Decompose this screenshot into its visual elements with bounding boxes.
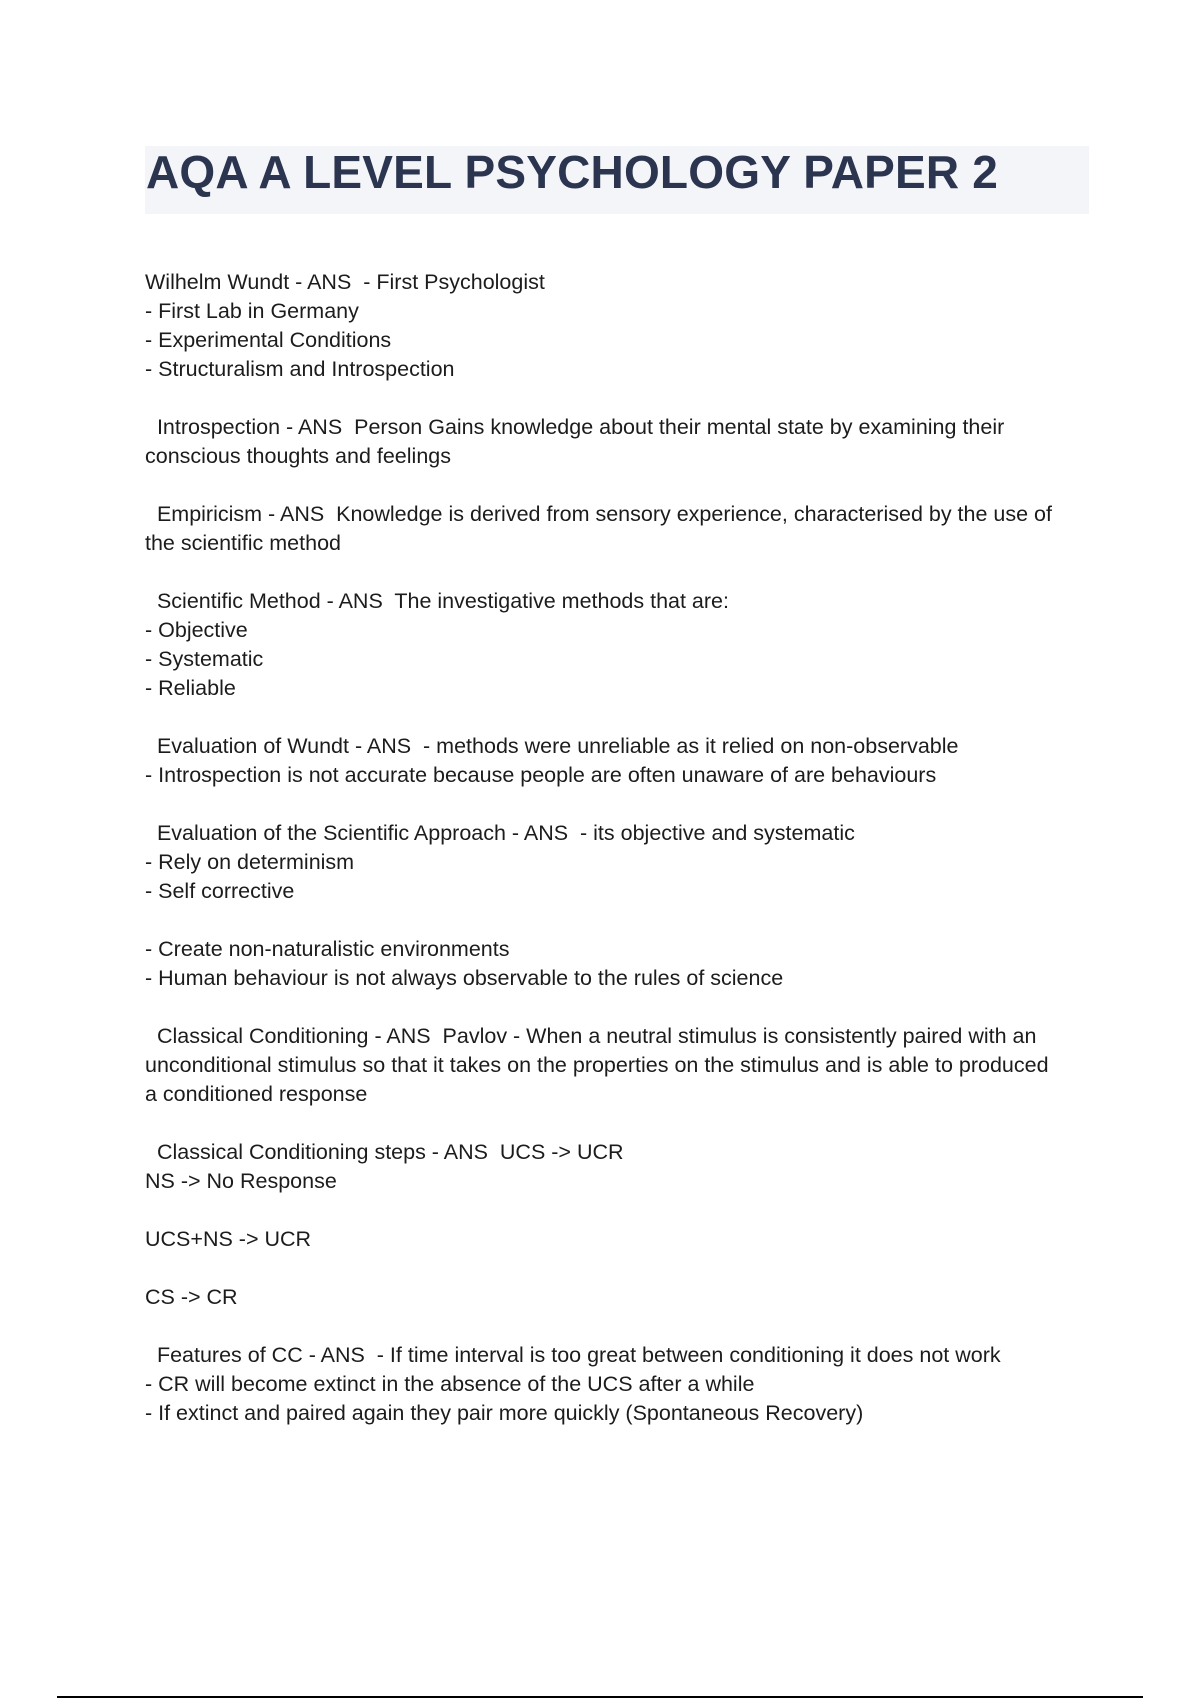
text-line: - Create non-naturalistic environments <box>145 937 510 961</box>
text-line: - Introspection is not accurate because people are often unaware of are behaviours <box>145 763 937 787</box>
text-line: - Reliable <box>145 676 236 700</box>
text-line: - Systematic <box>145 647 264 671</box>
text-line: Scientific Method - ANS The investigative methods that are: <box>145 589 729 613</box>
text-line: Classical Conditioning steps - ANS UCS -> UCR <box>145 1140 624 1164</box>
blank-line <box>145 790 1090 819</box>
text-line: - Structuralism and Introspection <box>145 357 455 381</box>
blank-line <box>145 993 1090 1022</box>
page-bottom-divider <box>57 1696 1143 1698</box>
text-line: unconditional stimulus so that it takes on the properties on the stimulus and is able to produced <box>145 1053 1049 1077</box>
text-line: UCS+NS -> UCR <box>145 1227 312 1251</box>
document-title: AQA A LEVEL PSYCHOLOGY PAPER 2 <box>146 146 999 198</box>
text-line: conscious thoughts and feelings <box>145 444 451 468</box>
blank-line <box>145 1254 1090 1283</box>
text-line: - First Lab in Germany <box>145 299 359 323</box>
text-line: Classical Conditioning - ANS Pavlov - When a neutral stimulus is consistently paired with an <box>145 1024 1037 1048</box>
text-line: Wilhelm Wundt - ANS - First Psychologist <box>145 270 545 294</box>
text-line: - Experimental Conditions <box>145 328 392 352</box>
text-line: a conditioned response <box>145 1082 368 1106</box>
text-line: - Objective <box>145 618 248 642</box>
blank-line <box>145 906 1090 935</box>
blank-line <box>145 703 1090 732</box>
text-line: - Rely on determinism <box>145 850 355 874</box>
text-line: Evaluation of the Scientific Approach - ANS - its objective and systematic <box>145 821 855 845</box>
text-line: - CR will become extinct in the absence of the UCS after a while <box>145 1372 755 1396</box>
blank-line <box>145 471 1090 500</box>
blank-line <box>145 558 1090 587</box>
text-line: the scientific method <box>145 531 341 555</box>
text-line: NS -> No Response <box>145 1169 337 1193</box>
blank-line <box>145 384 1090 413</box>
text-line: Introspection - ANS Person Gains knowledge about their mental state by examining their <box>145 415 1005 439</box>
blank-line <box>145 1109 1090 1138</box>
text-line: CS -> CR <box>145 1285 238 1309</box>
text-line: - If extinct and paired again they pair more quickly (Spontaneous Recovery) <box>145 1401 864 1425</box>
text-line: Evaluation of Wundt - ANS - methods were unreliable as it relied on non-observable <box>145 734 959 758</box>
text-line: - Human behaviour is not always observable to the rules of science <box>145 966 784 990</box>
blank-line <box>145 1312 1090 1341</box>
text-line: Features of CC - ANS - If time interval is too great between conditioning it does not work <box>145 1343 1001 1367</box>
text-line: Empiricism - ANS Knowledge is derived from sensory experience, characterised by the use of <box>145 502 1052 526</box>
text-line: - Self corrective <box>145 879 295 903</box>
document-body <box>145 268 1090 1428</box>
blank-line <box>145 1196 1090 1225</box>
